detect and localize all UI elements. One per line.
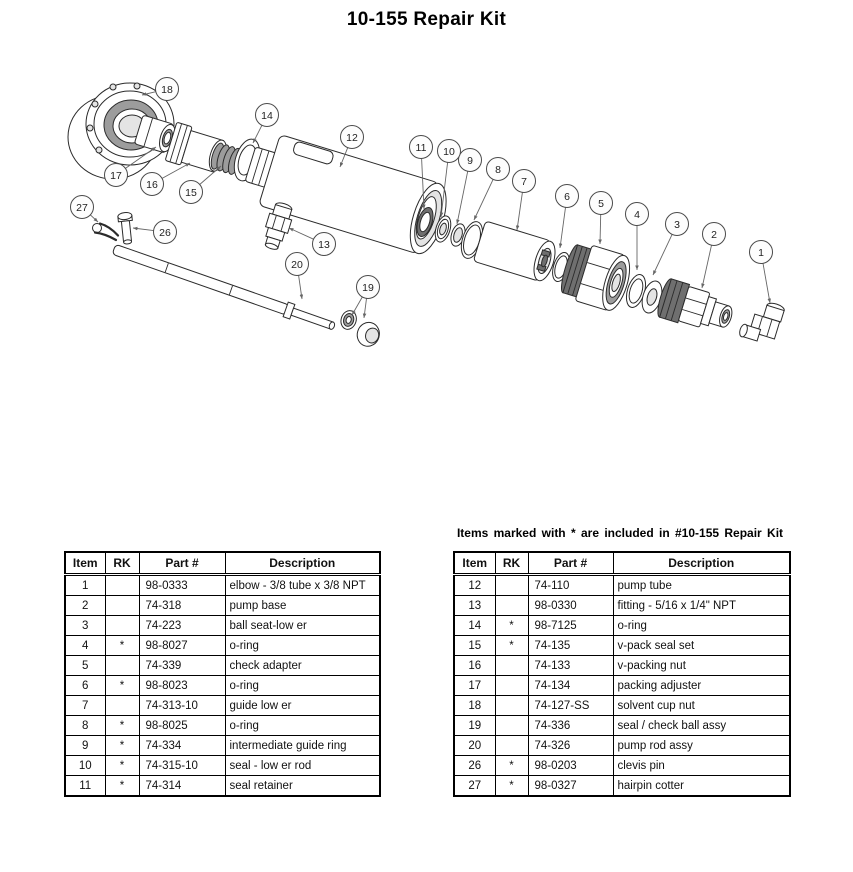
callout-7 — [513, 170, 536, 231]
callout-number: 27 — [76, 201, 88, 214]
callout-number: 3 — [674, 218, 680, 231]
table-row — [65, 656, 380, 676]
rk-cell: * — [105, 676, 139, 696]
part-7-guide-lower — [473, 221, 559, 284]
description-cell: clevis pin — [613, 756, 790, 776]
description-cell: pump base — [225, 596, 380, 616]
item-cell: 15 — [454, 636, 495, 656]
part-number-cell: 98-8025 — [139, 716, 225, 736]
rk-cell — [105, 616, 139, 636]
part-number-cell: 74-334 — [139, 736, 225, 756]
part-number-cell: 74-336 — [528, 716, 613, 736]
description-cell: v-packing nut — [613, 656, 790, 676]
rk-cell — [495, 736, 528, 756]
rk-cell: * — [105, 756, 139, 776]
callout-number: 5 — [598, 197, 604, 210]
header-item: Item — [454, 552, 495, 575]
item-cell: 6 — [65, 676, 105, 696]
table-row — [65, 636, 380, 656]
header-rk: RK — [495, 552, 528, 575]
callout-number: 17 — [110, 169, 122, 182]
table-row — [454, 696, 790, 716]
part-27-hairpin-cotter — [93, 224, 119, 241]
table-header — [65, 552, 380, 575]
callout-26 — [133, 221, 177, 244]
table-row — [454, 776, 790, 797]
part-number-cell: 74-134 — [528, 676, 613, 696]
part-number-cell: 98-8023 — [139, 676, 225, 696]
description-cell: v-pack seal set — [613, 636, 790, 656]
leader-line — [364, 298, 367, 318]
rk-cell: * — [105, 716, 139, 736]
callout-number: 13 — [318, 238, 330, 251]
callout-number: 18 — [161, 83, 173, 96]
table-row — [65, 696, 380, 716]
item-cell: 9 — [65, 736, 105, 756]
description-cell: seal - low er rod — [225, 756, 380, 776]
part-number-cell: 74-315-10 — [139, 756, 225, 776]
part-number-cell: 98-0203 — [528, 756, 613, 776]
callout-number: 14 — [261, 109, 273, 122]
table-header — [454, 552, 790, 575]
rk-cell — [495, 716, 528, 736]
rk-cell: * — [105, 736, 139, 756]
table-row — [454, 736, 790, 756]
part-number-cell: 74-314 — [139, 776, 225, 797]
part-number-cell: 74-339 — [139, 656, 225, 676]
item-cell: 10 — [65, 756, 105, 776]
description-cell: ball seat-low er — [225, 616, 380, 636]
table-row — [65, 716, 380, 736]
callout-4 — [626, 203, 649, 271]
item-cell: 4 — [65, 636, 105, 656]
rk-cell — [105, 656, 139, 676]
item-cell: 13 — [454, 596, 495, 616]
table-row — [454, 676, 790, 696]
description-cell: o-ring — [225, 636, 380, 656]
item-cell: 8 — [65, 716, 105, 736]
callout-1 — [750, 241, 773, 304]
table-row — [65, 756, 380, 776]
header-description: Description — [225, 552, 380, 575]
page-title: 10-155 Repair Kit — [346, 9, 507, 30]
description-cell: o-ring — [225, 716, 380, 736]
callout-number: 8 — [495, 163, 501, 176]
leader-line — [457, 171, 468, 224]
callout-19 — [352, 276, 380, 319]
table-row — [65, 776, 380, 797]
callout-2 — [702, 223, 726, 289]
callout-number: 1 — [758, 246, 764, 259]
callout-number: 19 — [362, 281, 374, 294]
callout-5 — [590, 192, 613, 245]
item-cell: 7 — [65, 696, 105, 716]
part-number-cell: 74-223 — [139, 616, 225, 636]
description-cell: fitting - 5/16 x 1/4" NPT — [613, 596, 790, 616]
part-number-cell: 74-318 — [139, 596, 225, 616]
rk-cell — [105, 696, 139, 716]
item-cell: 1 — [65, 575, 105, 596]
table-row — [65, 676, 380, 696]
part-number-cell: 74-127-SS — [528, 696, 613, 716]
part-number-cell: 98-0330 — [528, 596, 613, 616]
description-cell: guide low er — [225, 696, 380, 716]
item-cell: 19 — [454, 716, 495, 736]
table-row — [65, 575, 380, 596]
leader-line — [352, 297, 362, 315]
item-cell: 16 — [454, 656, 495, 676]
rk-cell — [495, 696, 528, 716]
callout-number: 11 — [415, 141, 427, 154]
description-cell: hairpin cotter — [613, 776, 790, 797]
header-part-number: Part # — [139, 552, 225, 575]
description-cell: check adapter — [225, 656, 380, 676]
rk-cell: * — [105, 636, 139, 656]
callout-number: 2 — [711, 228, 717, 241]
item-cell: 3 — [65, 616, 105, 636]
part-13-fitting — [260, 200, 296, 252]
description-cell: pump rod assy — [613, 736, 790, 756]
item-cell: 11 — [65, 776, 105, 797]
callout-number: 12 — [346, 131, 358, 144]
table-row — [454, 716, 790, 736]
part-number-cell: 74-326 — [528, 736, 613, 756]
table-row — [65, 736, 380, 756]
callout-number: 6 — [564, 190, 570, 203]
description-cell: seal retainer — [225, 776, 380, 797]
rk-cell: * — [495, 756, 528, 776]
leader-line — [702, 245, 712, 288]
table-row — [65, 616, 380, 636]
leader-line — [653, 234, 672, 275]
header-rk: RK — [105, 552, 139, 575]
callout-number: 4 — [634, 208, 640, 221]
part-number-cell: 98-7125 — [528, 616, 613, 636]
callout-number: 16 — [146, 178, 158, 191]
table-row — [65, 596, 380, 616]
callout-number: 7 — [521, 175, 527, 188]
leader-line — [133, 228, 154, 231]
table-row — [454, 616, 790, 636]
callout-number: 9 — [467, 154, 473, 167]
header-description: Description — [613, 552, 790, 575]
item-cell: 26 — [454, 756, 495, 776]
item-cell: 12 — [454, 575, 495, 596]
part-1-elbow — [738, 296, 785, 346]
header-part-number: Part # — [528, 552, 613, 575]
leader-line — [299, 275, 302, 299]
rk-cell — [495, 575, 528, 596]
callout-20 — [286, 253, 309, 300]
table-row — [454, 756, 790, 776]
leader-line — [162, 163, 190, 178]
description-cell: pump tube — [613, 575, 790, 596]
leader-line — [763, 263, 770, 303]
description-cell: solvent cup nut — [613, 696, 790, 716]
callout-number: 10 — [443, 145, 455, 158]
part-19-seal-check-ball-assy — [336, 309, 384, 349]
callout-6 — [556, 185, 579, 249]
leader-line — [289, 228, 314, 239]
header-item: Item — [65, 552, 105, 575]
part-number-cell: 74-135 — [528, 636, 613, 656]
repair-kit-note: Items marked with * are included in #10-155 Repair Kit — [456, 526, 784, 540]
description-cell: o-ring — [225, 676, 380, 696]
description-cell: packing adjuster — [613, 676, 790, 696]
leader-line — [474, 179, 493, 220]
description-cell: elbow - 3/8 tube x 3/8 NPT — [225, 575, 380, 596]
table-row — [454, 636, 790, 656]
item-cell: 5 — [65, 656, 105, 676]
part-number-cell: 74-133 — [528, 656, 613, 676]
part-2-pump-base — [655, 277, 737, 337]
parts-table-right — [453, 551, 791, 797]
rk-cell — [495, 656, 528, 676]
leader-line — [600, 215, 601, 245]
item-cell: 27 — [454, 776, 495, 797]
callout-13 — [289, 228, 336, 256]
leader-line — [90, 215, 98, 222]
part-number-cell: 98-8027 — [139, 636, 225, 656]
rk-cell: * — [495, 636, 528, 656]
callout-15 — [180, 166, 222, 204]
table-row — [454, 656, 790, 676]
description-cell: intermediate guide ring — [225, 736, 380, 756]
description-cell: seal / check ball assy — [613, 716, 790, 736]
rk-cell — [495, 596, 528, 616]
callout-number: 15 — [185, 186, 197, 199]
rk-cell — [495, 676, 528, 696]
callout-number: 20 — [291, 258, 303, 271]
callout-27 — [71, 196, 99, 223]
part-26-clevis-pin — [118, 212, 135, 245]
part-number-cell: 74-313-10 — [139, 696, 225, 716]
item-cell: 17 — [454, 676, 495, 696]
rk-cell — [105, 596, 139, 616]
item-cell: 20 — [454, 736, 495, 756]
leader-line — [560, 207, 566, 248]
rk-cell: * — [105, 776, 139, 797]
item-cell: 18 — [454, 696, 495, 716]
item-cell: 2 — [65, 596, 105, 616]
callout-3 — [653, 213, 689, 276]
table-row — [454, 575, 790, 596]
part-number-cell: 98-0327 — [528, 776, 613, 797]
callout-14 — [253, 104, 279, 144]
rk-cell: * — [495, 776, 528, 797]
rk-cell — [105, 575, 139, 596]
part-number-cell: 98-0333 — [139, 575, 225, 596]
leader-line — [517, 192, 522, 230]
part-number-cell: 74-110 — [528, 575, 613, 596]
table-row — [454, 596, 790, 616]
leader-line — [253, 125, 262, 143]
item-cell: 14 — [454, 616, 495, 636]
part-5-check-adapter — [557, 240, 635, 314]
callout-number: 26 — [159, 226, 171, 239]
rk-cell: * — [495, 616, 528, 636]
description-cell: o-ring — [613, 616, 790, 636]
parts-table-left — [64, 551, 381, 797]
